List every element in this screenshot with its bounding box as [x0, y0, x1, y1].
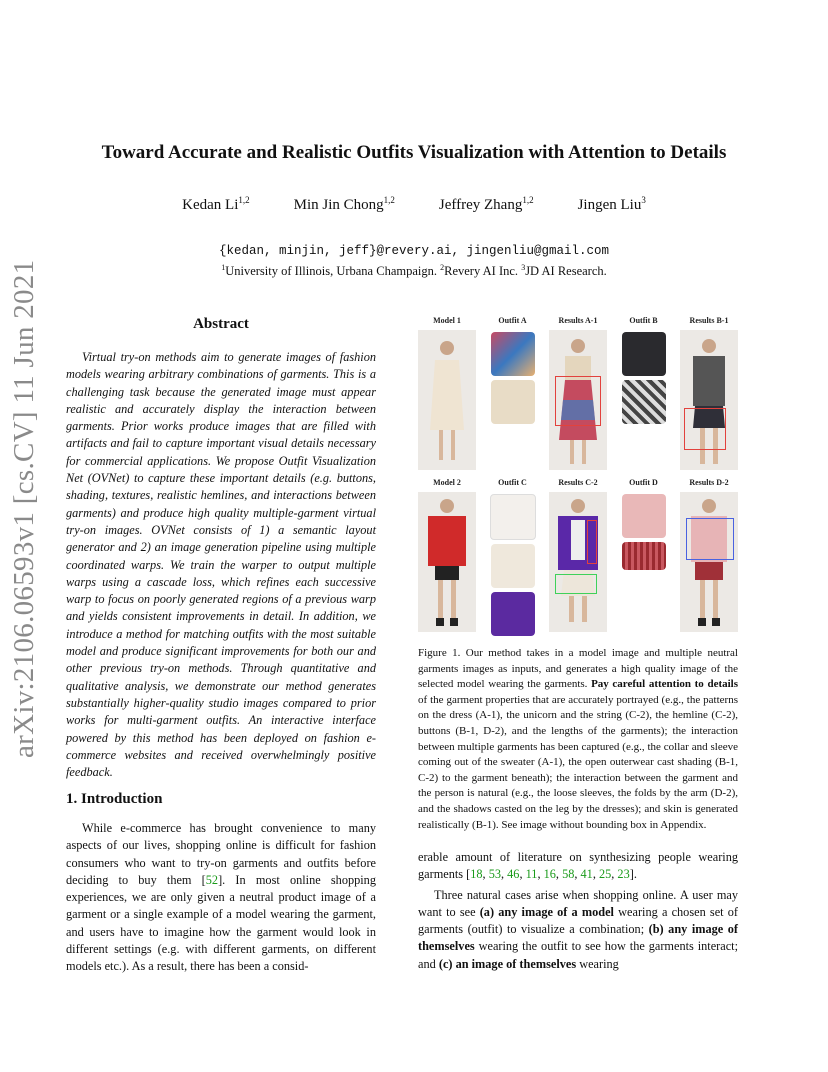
dress-garment-icon — [491, 332, 535, 376]
model-1-photo — [418, 330, 476, 470]
outfit-c-column — [484, 478, 542, 638]
sweater-garment-icon — [491, 380, 535, 424]
caption-emphasis: Pay careful attention to details — [591, 678, 739, 691]
citation-link[interactable]: 53 — [488, 867, 501, 882]
dress-garment-icon — [622, 332, 666, 376]
author-4 — [578, 195, 646, 214]
affiliations — [0, 263, 828, 279]
intro-paragraph — [66, 820, 376, 976]
model-figure-icon — [549, 492, 607, 632]
affil-sup: 1 — [221, 263, 226, 272]
author-name: Jeffrey Zhang — [438, 197, 523, 213]
skirt-garment-icon — [622, 542, 666, 570]
results-d2-photo — [680, 492, 738, 632]
figure-label: Model 2 — [433, 478, 461, 487]
highlight-box — [684, 408, 726, 450]
results-b1-photo — [680, 330, 738, 470]
figure-caption — [418, 646, 738, 833]
model-2-column — [418, 478, 476, 638]
paragraph: erable amount of literature on synthesizing people wearing garments [18, 53, 46, 11, 16, 58, 41, 25, 23]. — [418, 850, 738, 882]
author-emails: {kedan, minjin, jeff}@revery.ai, jingenliu@gmail.com — [218, 244, 610, 258]
author-affil-sup: 1,2 — [522, 195, 534, 205]
jacket-garment-icon — [491, 592, 535, 636]
author-affil-sup: 1,2 — [383, 195, 395, 205]
affiliation-3: JD AI Research. — [525, 264, 607, 279]
arxiv-stamp: arXiv:2106.06593v1 [cs.CV] 11 Jun 2021 — [8, 259, 40, 758]
affiliation-2: Revery AI Inc. — [444, 264, 522, 279]
author-name: Kedan Li — [182, 197, 239, 213]
highlight-box — [686, 518, 734, 560]
highlight-box — [587, 520, 597, 564]
citation-link[interactable]: 11 — [525, 867, 538, 882]
intro-heading: 1. Introduction — [66, 791, 163, 807]
affiliation-1: University of Illinois, Urbana Champaign. — [225, 264, 441, 279]
abstract-text: Virtual try-on methods aim to generate images of fashion models wearing arbitrary combinations of garments. This is a challenging task because the generated image must appear realistic and accurately display the interaction between garments. Prior works produce images that are filled with artifacts and fail to capture important visual details necessary for commercial applications. We propose Outfit Visualization Net (OVNet) to capture these important details (e.g. buttons, shading, textures, realistic hemlines, and interactions between garments) and produce high quality multiple-garment virtual try-on images. OVNet consists of 1) a semantic layout generator and 2) an image generation pipeline using multiple coordinated warps. We train the warper to output multiple warps using a cascade loss, which refines each successive warp to focus on poorly generated regions of a previous warp and yields consistent improvements in detail. In addition, we introduce a method for matching outfits with the most suitable model and produce significant improvements for both our and other previous try-on methods. Through quantitative and qualitative analysis, we demonstrate our method generates substantially higher-quality studio images compared to prior works for multi-garment outfits. An interactive interface powered by this method has been deployed on fashion e-commerce websites and received overwhelmingly positive feedback. — [66, 350, 376, 780]
author-affil-sup: 1,2 — [238, 195, 250, 205]
author-2 — [294, 195, 395, 214]
results-c2-column — [549, 478, 607, 638]
citation-link[interactable]: 58 — [562, 867, 575, 882]
model-figure-icon — [418, 330, 476, 470]
figure-label: Results A-1 — [558, 316, 598, 325]
citation-link[interactable]: 41 — [580, 867, 593, 882]
figure-label: Results C-2 — [558, 478, 598, 487]
caption-text: Figure 1. Our method takes in a model image and multiple neutral garments images as inputs, and generates a high quality image of the selected model wearing the garments. — [418, 647, 738, 691]
paragraph — [418, 887, 738, 973]
outfit-d-column — [615, 478, 673, 638]
affil-sup: 2 — [440, 263, 445, 272]
body-text: wearing a chosen set of garments (outfit) to visualize a combination; — [418, 904, 738, 937]
citation-link[interactable]: 25 — [598, 867, 612, 882]
body-text: Three natural cases arise when shopping online. A user may want to see — [418, 887, 738, 919]
skirt-garment-icon — [491, 544, 535, 588]
figure-label: Model 1 — [433, 316, 461, 325]
author-1 — [182, 195, 249, 214]
figure-row-2 — [418, 478, 738, 638]
model-1-column — [418, 316, 476, 470]
results-a1-column — [549, 316, 607, 470]
author-name: Jingen Liu — [577, 197, 642, 213]
figure-label: Outfit D — [629, 478, 658, 487]
model-figure-icon — [680, 492, 738, 632]
figure-label: Outfit B — [629, 316, 658, 325]
citation-link[interactable]: 23 — [617, 867, 630, 882]
figure-1 — [418, 316, 738, 642]
body-text: ]. — [629, 867, 637, 882]
figure-label: Results D-2 — [689, 478, 729, 487]
results-c2-photo — [549, 492, 607, 632]
author-affil-sup: 3 — [641, 195, 646, 205]
caption-text: of the garment properties that are accurately portrayed (e.g., the patterns on the dress (A-1), the unicorn and the string (C-2), the hemline (C-2), buttons (B-1, D-2), and the lengths of the garments); the interaction between multiple garments has been captured (e.g., the collar and sleeve coming out of the sweater (A-1), the open outerwear cast shading (B-1, C-2) to the garment beneath); the interaction between the garment and the person is natural (e.g., the loose sleeves, the folds by the arm (D-2), and the shadows casted on the leg by the dresses); and skin is generated realistically (B-1). See image without bounding box in Appendix. — [418, 693, 738, 831]
citation-link[interactable]: 18 — [470, 867, 483, 882]
figure-row-1 — [418, 316, 738, 470]
author-name: Min Jin Chong — [293, 197, 384, 213]
abstract-body — [66, 349, 376, 781]
paper-title: Toward Accurate and Realistic Outfits Visualization with Attention to Details — [101, 142, 727, 163]
citation-link[interactable]: 46 — [507, 867, 520, 882]
intro-text: ]. In most online shopping experiences, we are only given a neutral product image of a garment or a single example of a model wearing the garment, and users have to imagine how the garment would look in different settings (e.g. with different garments, on different models etc.). As a result, there has been a consid- — [66, 872, 376, 974]
intro-text: While e-commerce has brought convenience to many aspects of our lives, shopping online is difficult for fashion consumers who want to try-on garments and outfits before deciding to buy them [ — [66, 821, 376, 887]
body-text: wearing the outfit to see how the garments interact; and — [418, 939, 738, 971]
body-text: wearing — [576, 956, 619, 971]
jacket-garment-icon — [622, 380, 666, 424]
intro-body — [66, 820, 376, 976]
outfit-b-column — [615, 316, 673, 470]
emphasis-text: (c) an image of themselves — [438, 956, 577, 971]
emphasis-text: (b) any image of themselves — [418, 922, 738, 954]
figure-label: Outfit A — [498, 316, 527, 325]
abstract-heading: Abstract — [193, 316, 249, 332]
results-d2-column — [680, 478, 738, 638]
results-a1-photo — [549, 330, 607, 470]
model-figure-icon — [418, 492, 476, 632]
emphasis-text: (a) any image of a model — [479, 904, 614, 919]
figure-label: Outfit C — [498, 478, 527, 487]
right-column-body — [418, 849, 738, 973]
author-3 — [439, 195, 534, 214]
body-text: erable amount of literature on synthesizing people wearing garments [ — [418, 850, 738, 882]
affil-sup: 3 — [521, 263, 526, 272]
model-2-photo — [418, 492, 476, 632]
author-list — [0, 195, 828, 214]
highlight-box — [555, 376, 601, 426]
outfit-a-column — [484, 316, 542, 470]
highlight-box — [555, 574, 597, 594]
figure-label: Results B-1 — [689, 316, 729, 325]
citation-link[interactable]: 52 — [205, 872, 219, 887]
sweater-garment-icon — [622, 494, 666, 538]
citation-link[interactable]: 16 — [543, 867, 556, 882]
results-b1-column — [680, 316, 738, 470]
tshirt-garment-icon — [490, 494, 536, 540]
